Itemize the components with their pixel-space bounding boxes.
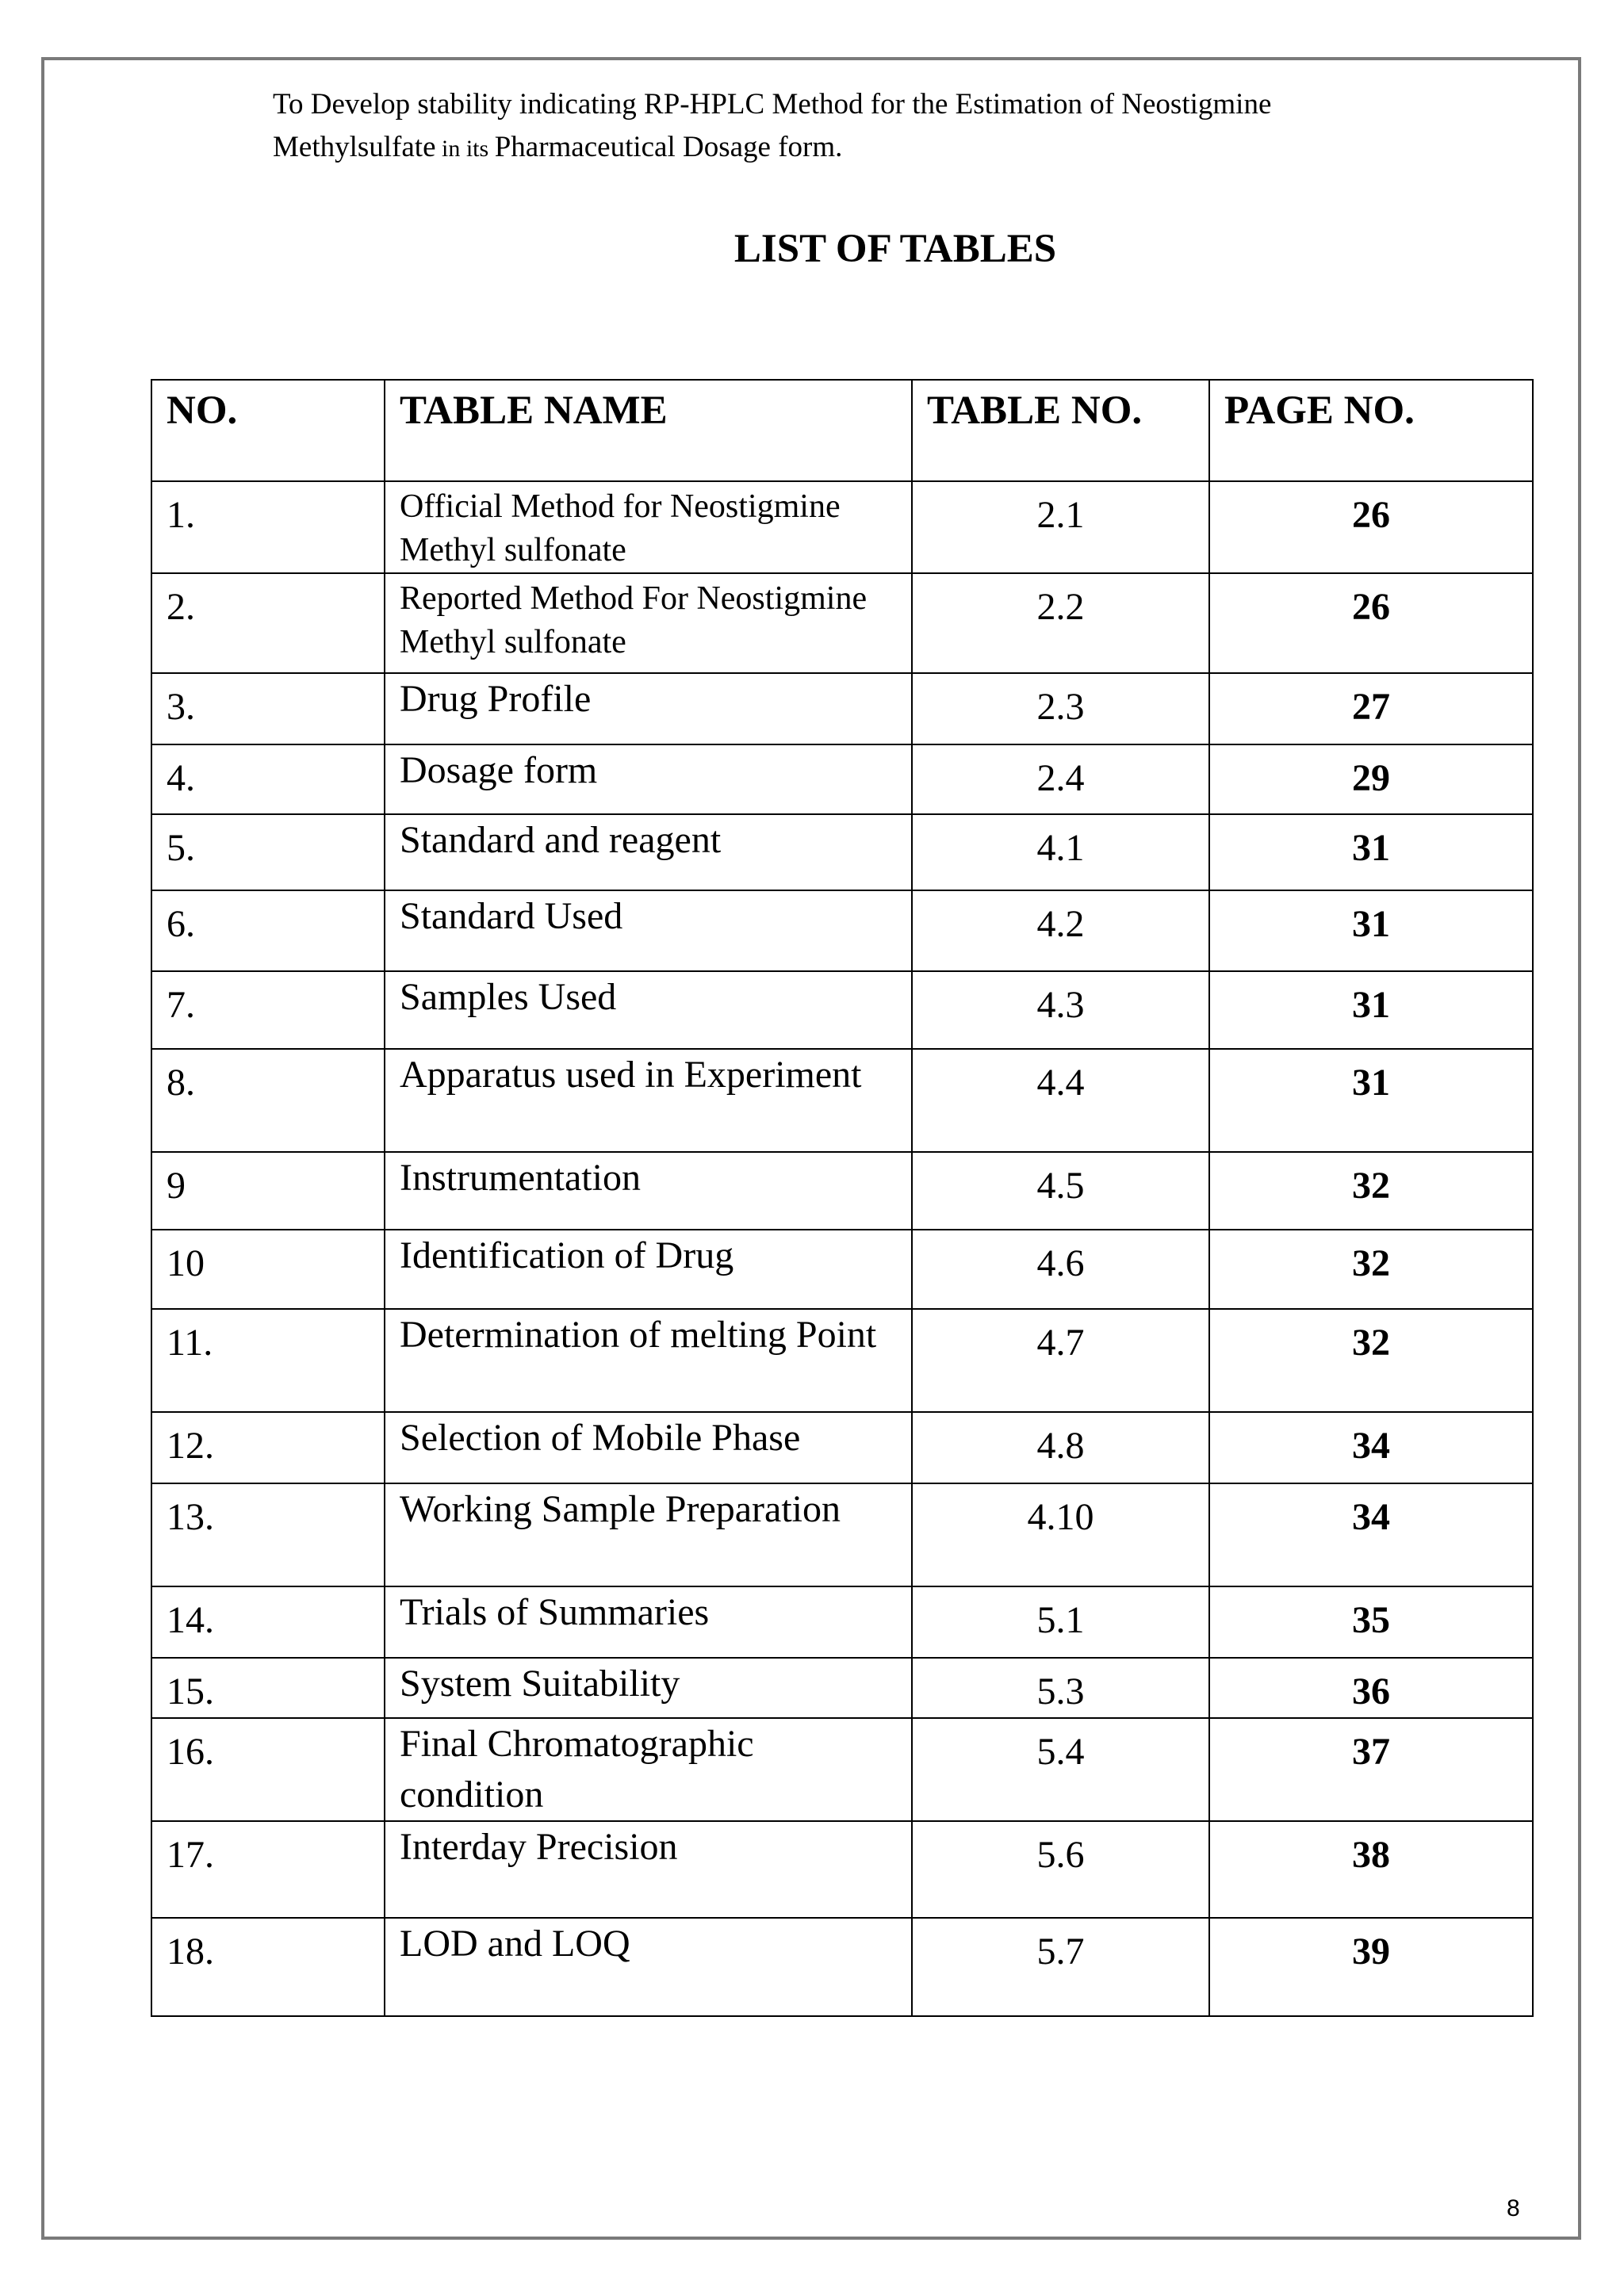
row-table-name: Reported Method For Neostigmine Methyl sulfonate [385,573,912,673]
row-number: 6. [151,890,385,971]
row-table-no: 2.3 [912,673,1209,744]
table-row [151,673,1533,744]
row-table-name: Working Sample Preparation [385,1483,912,1586]
row-number: 12. [151,1412,385,1483]
row-table-name: Standard and reagent [385,814,912,890]
row-page-no: 32 [1209,1309,1533,1412]
column-header-table-no: TABLE NO. [912,380,1209,481]
table-row [151,1152,1533,1230]
row-table-name: Instrumentation [385,1152,912,1230]
row-page-no: 39 [1209,1918,1533,2016]
row-number: 4. [151,744,385,814]
row-page-no: 32 [1209,1230,1533,1309]
row-page-no: 34 [1209,1412,1533,1483]
row-table-name: Selection of Mobile Phase [385,1412,912,1483]
row-number: 8. [151,1049,385,1152]
column-header-page-no: PAGE NO. [1209,380,1533,481]
column-header-table-name: TABLE NAME [385,380,912,481]
header-text: Methylsulfate [273,131,436,163]
table-row [151,1718,1533,1821]
row-page-no: 32 [1209,1152,1533,1230]
running-header-line-1: To Develop stability indicating RP-HPLC Method for the Estimation of Neostigmine [273,88,1272,121]
row-table-no: 4.6 [912,1230,1209,1309]
row-number: 13. [151,1483,385,1586]
row-table-name: Apparatus used in Experiment [385,1049,912,1152]
row-number: 7. [151,971,385,1049]
row-table-no: 4.4 [912,1049,1209,1152]
row-table-no: 5.6 [912,1821,1209,1918]
row-table-no: 4.5 [912,1152,1209,1230]
row-number: 9 [151,1152,385,1230]
row-page-no: 37 [1209,1718,1533,1821]
row-table-no: 4.8 [912,1412,1209,1483]
header-text: Pharmaceutical Dosage form. [494,131,843,163]
row-table-name: Drug Profile [385,673,912,744]
row-table-no: 2.4 [912,744,1209,814]
row-table-name: System Suitability [385,1658,912,1718]
row-page-no: 38 [1209,1821,1533,1918]
row-table-name: Trials of Summaries [385,1586,912,1658]
row-table-name: Standard Used [385,890,912,971]
table-row [151,1049,1533,1152]
row-table-no: 5.7 [912,1918,1209,2016]
row-table-name: Final Chromatographic condition [385,1718,912,1821]
table-row [151,971,1533,1049]
table-row [151,1309,1533,1412]
row-page-no: 29 [1209,744,1533,814]
row-table-name: Determination of melting Point [385,1309,912,1412]
column-header-no: NO. [151,380,385,481]
table-row [151,1918,1533,2016]
row-page-no: 35 [1209,1586,1533,1658]
row-number: 11. [151,1309,385,1412]
row-table-no: 4.10 [912,1483,1209,1586]
table-row [151,1412,1533,1483]
row-table-no: 2.2 [912,573,1209,673]
row-number: 16. [151,1718,385,1821]
table-row [151,1483,1533,1586]
row-table-no: 5.4 [912,1718,1209,1821]
table-row [151,481,1533,573]
row-page-no: 36 [1209,1658,1533,1718]
page-title: LIST OF TABLES [733,227,1057,271]
row-page-no: 26 [1209,573,1533,673]
table-row [151,814,1533,890]
table-header-row [151,380,1533,481]
row-table-name: Identification of Drug [385,1230,912,1309]
row-page-no: 27 [1209,673,1533,744]
row-number: 5. [151,814,385,890]
row-table-name: Interday Precision [385,1821,912,1918]
row-number: 18. [151,1918,385,2016]
row-table-no: 5.1 [912,1586,1209,1658]
row-page-no: 31 [1209,1049,1533,1152]
row-table-no: 5.3 [912,1658,1209,1718]
table-row [151,744,1533,814]
row-page-no: 26 [1209,481,1533,573]
row-page-no: 31 [1209,814,1533,890]
row-number: 2. [151,573,385,673]
table-row [151,1821,1533,1918]
page-number: 8 [1507,2195,1520,2221]
list-of-tables [151,379,1534,2017]
table-row [151,1586,1533,1658]
row-table-no: 2.1 [912,481,1209,573]
row-number: 10 [151,1230,385,1309]
row-table-name: LOD and LOQ [385,1918,912,2016]
row-table-no: 4.7 [912,1309,1209,1412]
row-number: 17. [151,1821,385,1918]
row-page-no: 34 [1209,1483,1533,1586]
row-table-no: 4.1 [912,814,1209,890]
table-row [151,573,1533,673]
table-row [151,890,1533,971]
table-row [151,1230,1533,1309]
row-page-no: 31 [1209,971,1533,1049]
row-table-name: Dosage form [385,744,912,814]
header-text-small: in its [435,136,495,162]
table-row [151,1658,1533,1718]
running-header-line-2 [273,128,1542,168]
row-number: 14. [151,1586,385,1658]
row-page-no: 31 [1209,890,1533,971]
row-number: 1. [151,481,385,573]
row-table-no: 4.2 [912,890,1209,971]
row-number: 3. [151,673,385,744]
row-number: 15. [151,1658,385,1718]
row-table-name: Official Method for Neostigmine Methyl sulfonate [385,481,912,573]
row-table-no: 4.3 [912,971,1209,1049]
row-table-name: Samples Used [385,971,912,1049]
